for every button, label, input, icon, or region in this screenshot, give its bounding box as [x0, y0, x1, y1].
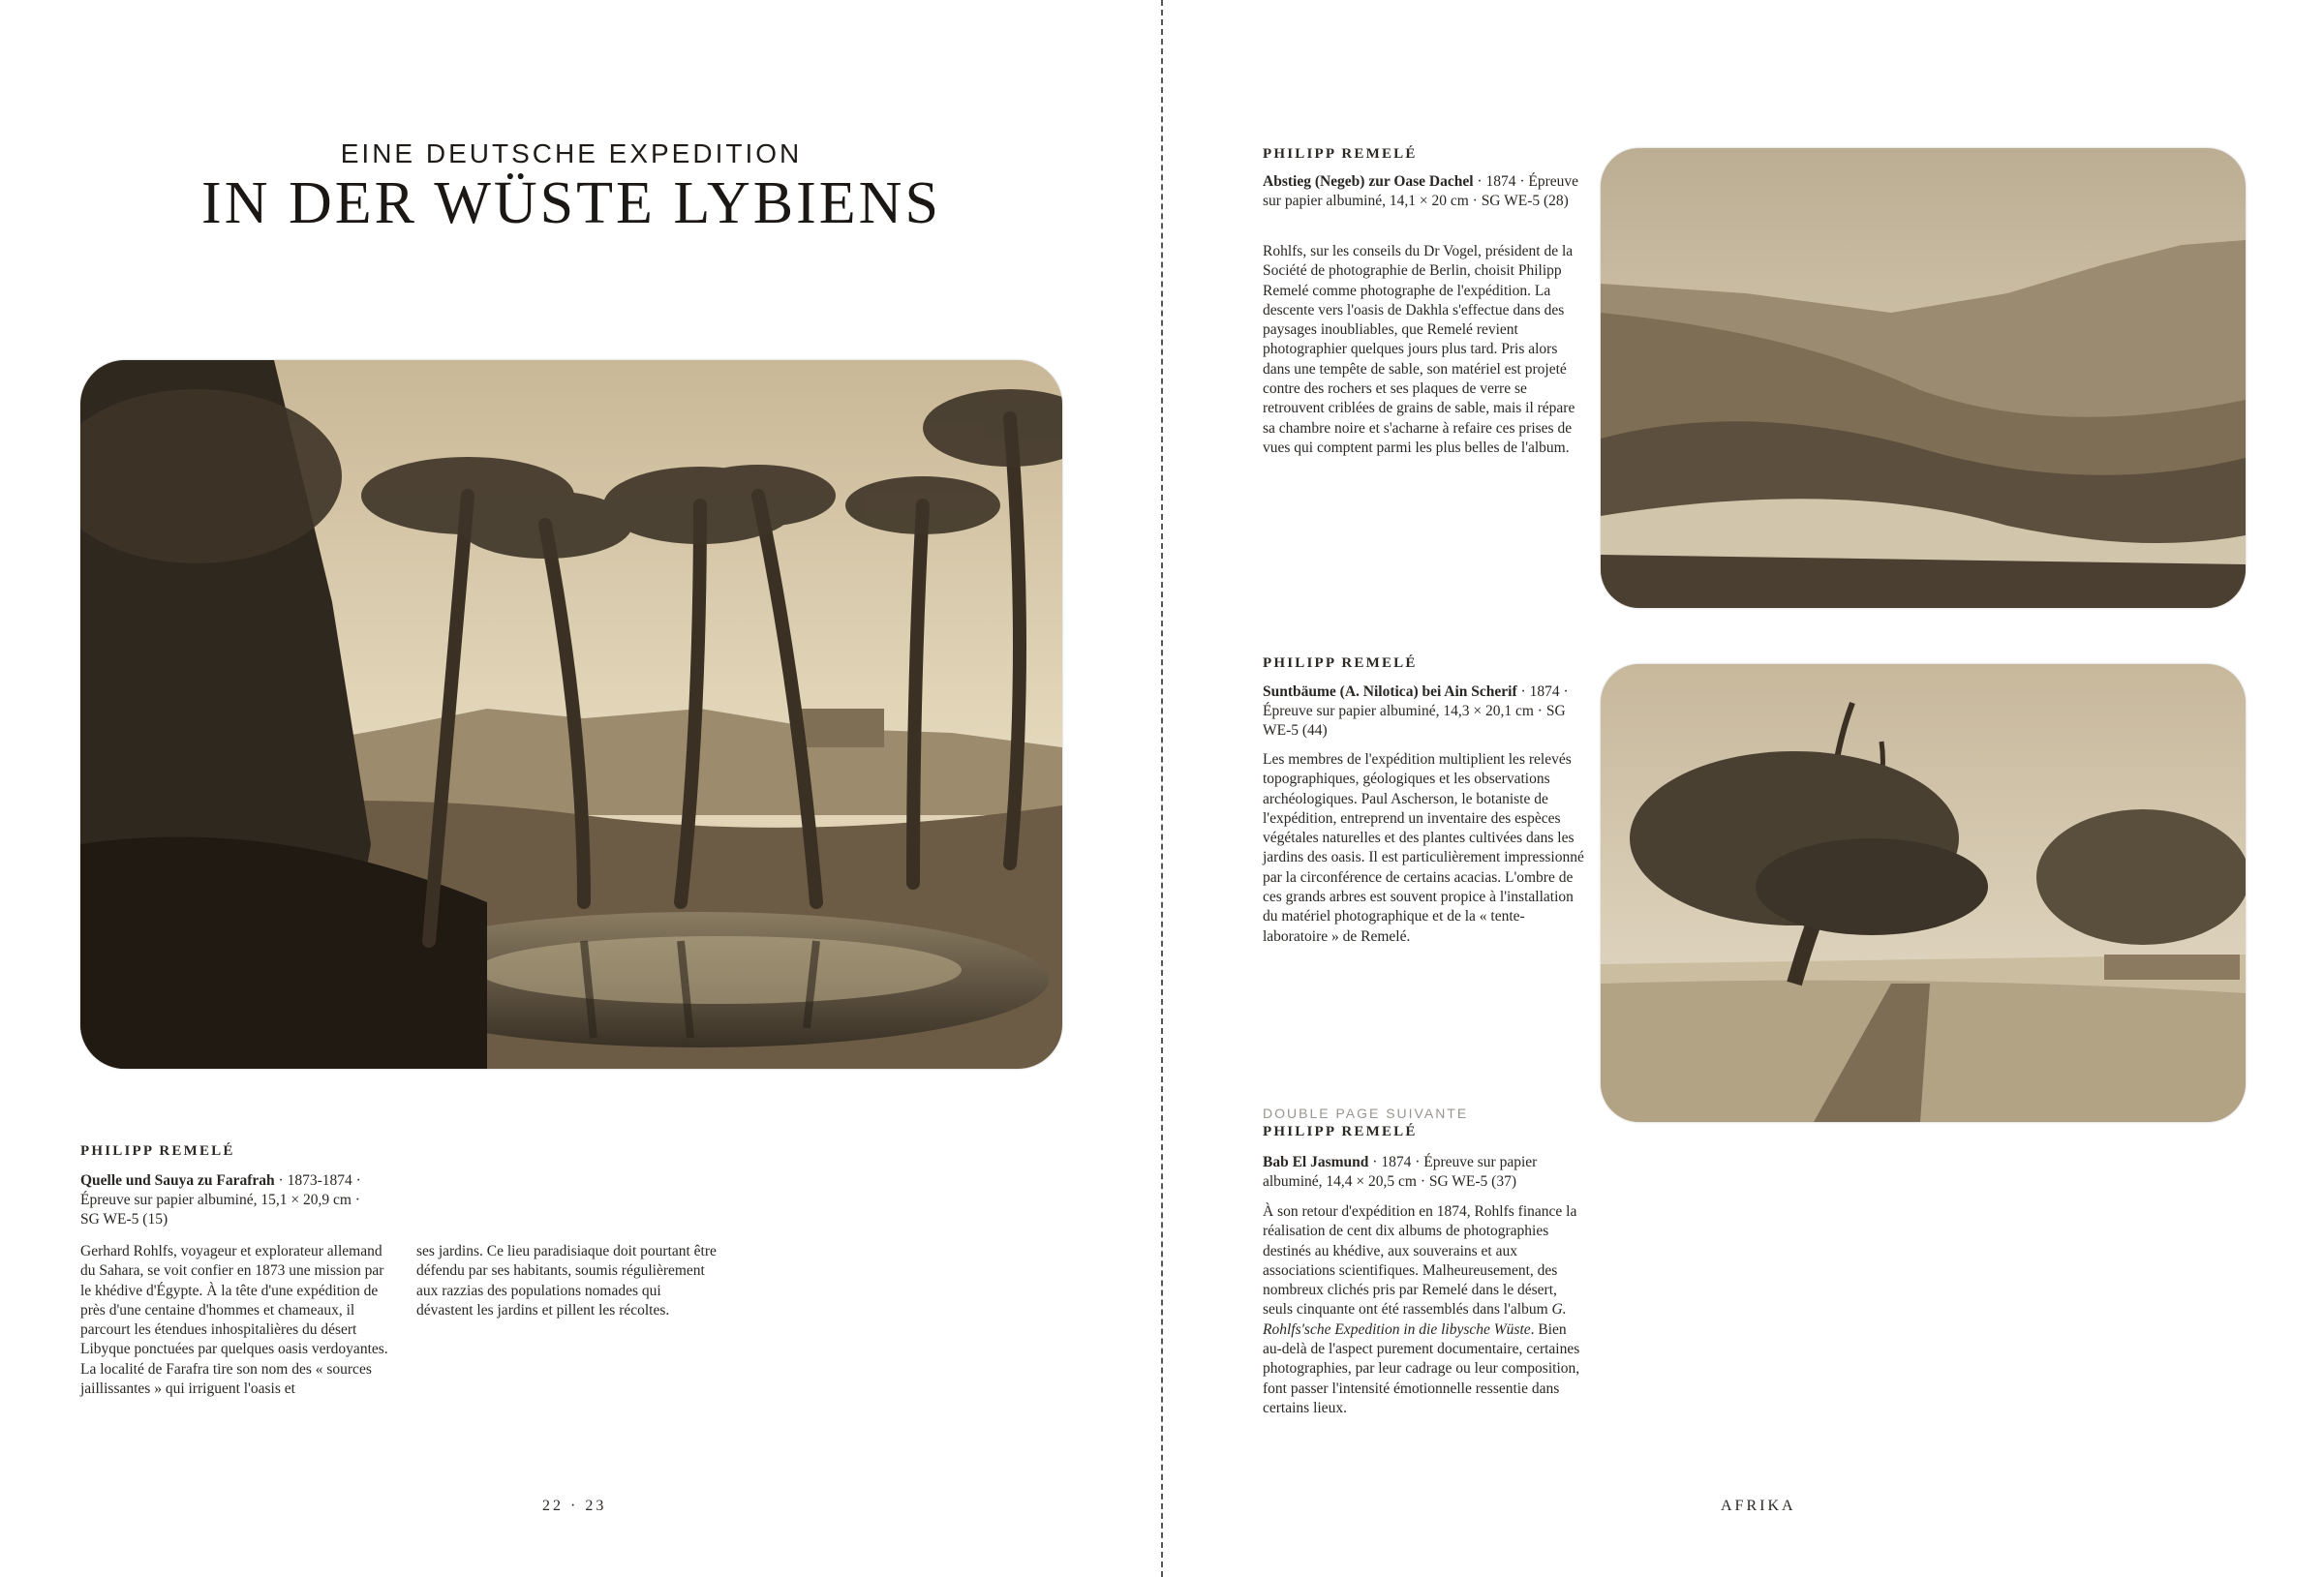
- section-running-head: AFRIKA: [1721, 1498, 1796, 1514]
- photo-credit-3: PHILIPP REMELÉ: [1263, 1124, 1418, 1139]
- right-page: [1163, 0, 2324, 1577]
- page-number: 22 · 23: [542, 1498, 607, 1514]
- desert-valley-photo: [1601, 148, 2246, 608]
- caption-title-1: Abstieg (Negeb) zur Oase Dachel: [1263, 173, 1474, 190]
- photo-credit: PHILIPP REMELÉ: [80, 1143, 235, 1159]
- caption-details-1: · 1874 · Épreuve sur papier albuminé, 14,1 × 20 cm · SG WE-5 (28): [1263, 173, 1579, 209]
- acacia-tree-icon: [1601, 664, 2246, 1122]
- chapter-kicker: EINE DEUTSCHE EXPEDITION: [340, 138, 803, 168]
- caption-details-3: · 1874 · Épreuve sur papier albuminé, 14,4 × 20,5 cm · SG WE-5 (37): [1263, 1154, 1538, 1190]
- photo-caption-1: [1263, 172, 1582, 211]
- body-column-1: Gerhard Rohlfs, voyageur et explorateur allemand du Sahara, se voit confier en 1873 une mission par le khédive d'Égypte. À la tête d'une expédition de près d'une centaine d'hommes et chameaux, il parcourt les étendues inhospitalières du désert Libyque ponctuées par quelques oasis verdoyantes. La localité de Farafra tire son nom des « sources jaillissantes » qui irriguent l'oasis et: [80, 1243, 388, 1398]
- body-text-3-part-a: À son retour d'expédition en 1874, Rohlfs finance la réalisation de cent dix albums de photographies destinés au khédive, aux souverains et aux associations scientifiques. Malheureusement, des nombreux clichés pris par Remelé dans le désert, seuls cinquante ont été rassemblés dans l'album: [1263, 1203, 1577, 1319]
- body-text-1: Rohlfs, sur les conseils du Dr Vogel, président de la Société de photographie de Berlin, choisit Philipp Remelé comme photographe de l'expédition. La descente vers l'oasis de Dakhla s'effectue dans des paysages inoubliables, que Remelé revient photographier quelques jours plus tard. Pris alors dans une tempête de sable, son matériel est projeté contre des rochers et ses plaques de verre se retrouvent criblées de grains de sable, mais il répare sa chambre noire et s'acharne à refaire ces prises de vues qui comptent parmi les plus belles de l'album.: [1263, 243, 1575, 456]
- left-page: [0, 0, 1161, 1577]
- next-spread-label: DOUBLE PAGE SUIVANTE: [1263, 1106, 1469, 1121]
- chapter-title: IN DER WÜSTE LYBIENS: [201, 170, 941, 236]
- caption-details-2: · 1874 · Épreuve sur papier albuminé, 14,3 × 20,1 cm · SG WE-5 (44): [1263, 683, 1569, 739]
- body-text-3: [1263, 1202, 1588, 1418]
- body-text-3-part-b: . Bien au-delà de l'aspect purement documentaire, certaines photographies, par leur cadrage ou leur composition, font passer l'intensité émotionnelle ressentie dans certains lieux.: [1263, 1320, 1580, 1416]
- photo-credit-2: PHILIPP REMELÉ: [1263, 655, 1418, 671]
- caption-title-3: Bab El Jasmund: [1263, 1154, 1369, 1170]
- photo-credit-1: PHILIPP REMELÉ: [1263, 146, 1418, 162]
- oasis-palms-photo: [80, 360, 1062, 1069]
- acacia-tree-photo: [1601, 664, 2246, 1122]
- oasis-palms-icon: [80, 360, 1062, 1069]
- body-column-2: ses jardins. Ce lieu paradisiaque doit pourtant être défendu par ses habitants, soumis régulièrement aux razzias des populations nomades qui dévastent les jardins et pillent les récoltes.: [416, 1243, 717, 1319]
- desert-valley-icon: [1601, 148, 2246, 608]
- caption-title-2: Suntbäume (A. Nilotica) bei Ain Scherif: [1263, 683, 1517, 700]
- photo-caption: [80, 1171, 381, 1229]
- body-text-2: Les membres de l'expédition multiplient les relevés topographiques, géologiques et les observations archéologiques. Paul Ascherson, le botaniste de l'expédition, entreprend un inventaire des espèces végétales naturelles et des plantes cultivées dans les jardins des oasis. Il est particulièrement impressionné par la circonférence de certains acacias. L'ombre de ces grands arbres est souvent propice à l'installation du matériel photographique et de la « tente-laboratoire » de Remelé.: [1263, 751, 1584, 945]
- photo-caption-3: [1263, 1153, 1582, 1192]
- caption-details: · 1873-1874 · Épreuve sur papier albuminé, 15,1 × 20,9 cm · SG WE-5 (15): [80, 1172, 361, 1228]
- caption-title: Quelle und Sauya zu Farafrah: [80, 1172, 275, 1189]
- album-title: G. Rohlfs'sche Expedition in die libysche Wüste: [1263, 1301, 1567, 1338]
- photo-caption-2: [1263, 682, 1582, 741]
